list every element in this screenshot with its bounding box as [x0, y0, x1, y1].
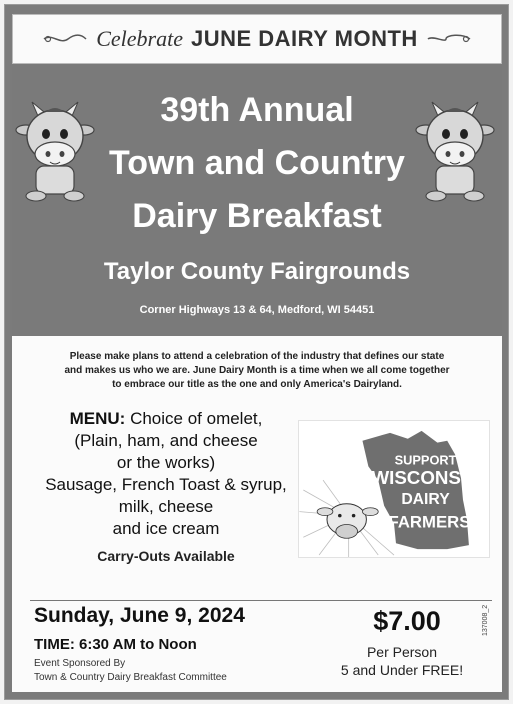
intro-line: to embrace our title as the one and only America's Dairyland.: [112, 379, 402, 390]
menu-block: [26, 408, 306, 540]
price-free-note: 5 and Under FREE!: [340, 662, 464, 678]
support-wisconsin-dairy-logo: [298, 420, 490, 558]
event-date: Sunday, June 9, 2024: [34, 604, 245, 627]
logo-farmers-text: FARMERS: [388, 512, 471, 532]
title-line: Dairy Breakfast: [132, 197, 382, 235]
menu-line: Sausage, French Toast & syrup,: [45, 475, 287, 494]
top-banner: [12, 14, 502, 64]
intro-paragraph: [52, 350, 462, 392]
logo-dairy-text: DAIRY: [401, 490, 450, 508]
event-time: TIME: 6:30 AM to Noon: [34, 636, 197, 653]
menu-line: milk, cheese: [118, 497, 214, 516]
carry-outs-note: Carry-Outs Available: [97, 548, 235, 564]
menu-line: or the works): [116, 453, 216, 472]
sponsor-label: Event Sponsored By: [34, 658, 126, 669]
event-title: [102, 84, 412, 243]
banner-script-text: Celebrate: [96, 26, 183, 51]
ticket-price: $7.00: [373, 606, 441, 636]
logo-wisconsin-text: WISCONSIN: [371, 467, 480, 489]
section-divider: [30, 600, 492, 601]
menu-first-line-text: Choice of omelet,: [125, 409, 263, 428]
venue-address: Corner Highways 13 & 64, Medford, WI 54451: [139, 304, 375, 316]
venue-name: Taylor County Fairgrounds: [103, 258, 411, 285]
menu-line: and ice cream: [112, 519, 220, 538]
left-swirl-icon: [42, 32, 88, 46]
menu-label: MENU:: [69, 409, 126, 428]
title-line: 39th Annual: [160, 91, 354, 129]
intro-line: Please make plans to attend a celebration of the industry that defines our state: [69, 351, 445, 362]
logo-support-text: SUPPORT: [394, 452, 457, 468]
menu-line: (Plain, ham, and cheese: [74, 431, 258, 450]
content-section: [12, 336, 502, 692]
price-per-person: Per Person: [366, 644, 438, 660]
banner-bold-text: JUNE DAIRY MONTH: [190, 26, 418, 51]
cow-mascot-icon: [12, 92, 98, 202]
sponsor-name: Town & Country Dairy Breakfast Committee: [34, 672, 227, 683]
cow-mascot-icon: [412, 92, 498, 202]
header-section: [12, 64, 502, 336]
right-swirl-icon: [426, 32, 472, 46]
menu-first-line: [26, 408, 306, 430]
intro-line: and makes us who we are. June Dairy Month is a time when we all come together: [64, 365, 450, 376]
title-line: Town and Country: [109, 144, 405, 182]
print-code: 137008_2: [482, 604, 489, 636]
